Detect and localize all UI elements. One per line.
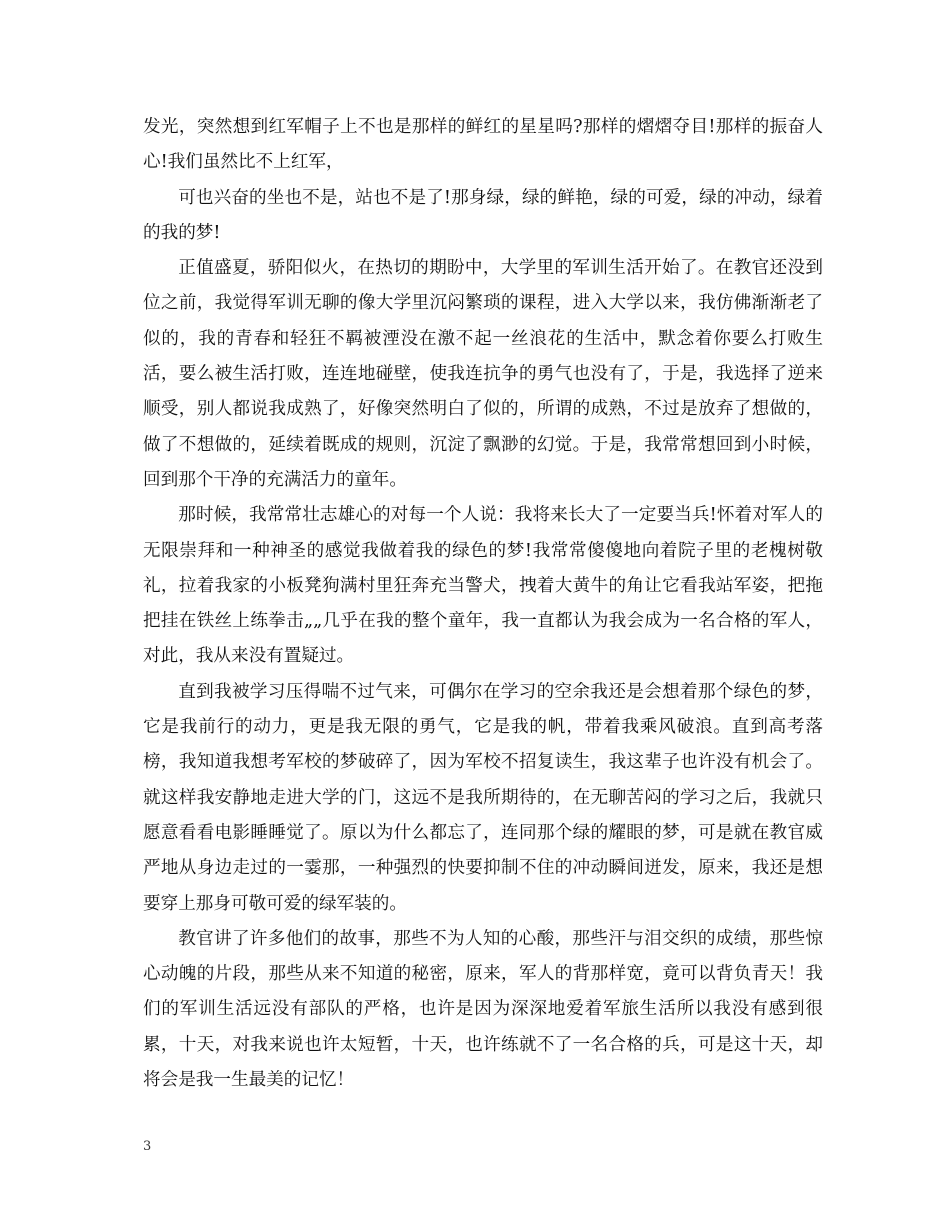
paragraph-5: 直到我被学习压得喘不过气来，可偶尔在学习的空余我还是会想着那个绿色的梦，它是我前行的动力，更是我无限的勇气，它是我的帆，带着我乘风破浪。直到高考落榜，我知道我想考军校的梦破碎了，因为军校不招复读生，我这辈子也许没有机会了。就这样我安静地走进大学的门，这远不是我所期待的，在无聊苦闷的学习之后，我就只愿意看看电影睡睡觉了。原以为什么都忘了，连同那个绿的耀眼的梦，可是就在教官威严地从身边走过的一霎那，一种强烈的快要抑制不住的冲动瞬间迸发，原来，我还是想要穿上那身可敬可爱的绿军装的。 <box>143 681 823 914</box>
paragraph-6: 教官讲了许多他们的故事，那些不为人知的心酸，那些汗与泪交织的成绩，那些惊心动魄的片段，那些从来不知道的秘密，原来，军人的背那样宽，竟可以背负青天！我们的军训生活远没有部队的严格，也许是因为深深地爱着军旅生活所以我没有感到很累，十天，对我来说也许太短暂，十天，也许练就不了一名合格的兵，可是这十天，却将会是我一生最美的记忆！ <box>143 928 823 1091</box>
paragraph-3: 正值盛夏，骄阳似火，在热切的期盼中，大学里的军训生活开始了。在教官还没到位之前，我觉得军训无聊的像大学里沉闷繁琐的课程，进入大学以来，我仿佛渐渐老了似的，我的青春和轻狂不羁被湮没在激不起一丝浪花的生活中，默念着你要么打败生活，要么被生活打败，连连地碰壁，使我连抗争的勇气也没有了，于是，我选择了逆来顺受，别人都说我成熟了，好像突然明白了似的，所谓的成熟，不过是放弃了想做的，做了不想做的，延续着既成的规则，沉淀了飘渺的幻觉。于是，我常常想回到小时候，回到那个干净的充满活力的童年。 <box>143 258 823 490</box>
paragraph-1: 发光，突然想到红军帽子上不也是那样的鲜红的星星吗?那样的熠熠夺目!那样的振奋人心!我们虽然比不上红军， <box>143 117 823 173</box>
paragraph-2: 可也兴奋的坐也不是，站也不是了!那身绿，绿的鲜艳，绿的可爱，绿的冲动，绿着的我的梦! <box>143 187 823 243</box>
paragraph-4: 那时候，我常常壮志雄心的对每一个人说：我将来长大了一定要当兵!怀着对军人的无限崇拜和一种神圣的感觉我做着我的绿色的梦!我常常傻傻地向着院子里的老槐树敬礼，拉着我家的小板凳狗满村里狂奔充当警犬，拽着大黄牛的角让它看我站军姿，把拖把挂在铁丝上练拳击„„几乎在我的整个童年，我一直都认为我会成为一名合格的军人，对此，我从来没有置疑过。 <box>143 505 823 667</box>
page-number: 3 <box>143 1139 152 1154</box>
document-body <box>143 110 823 1098</box>
